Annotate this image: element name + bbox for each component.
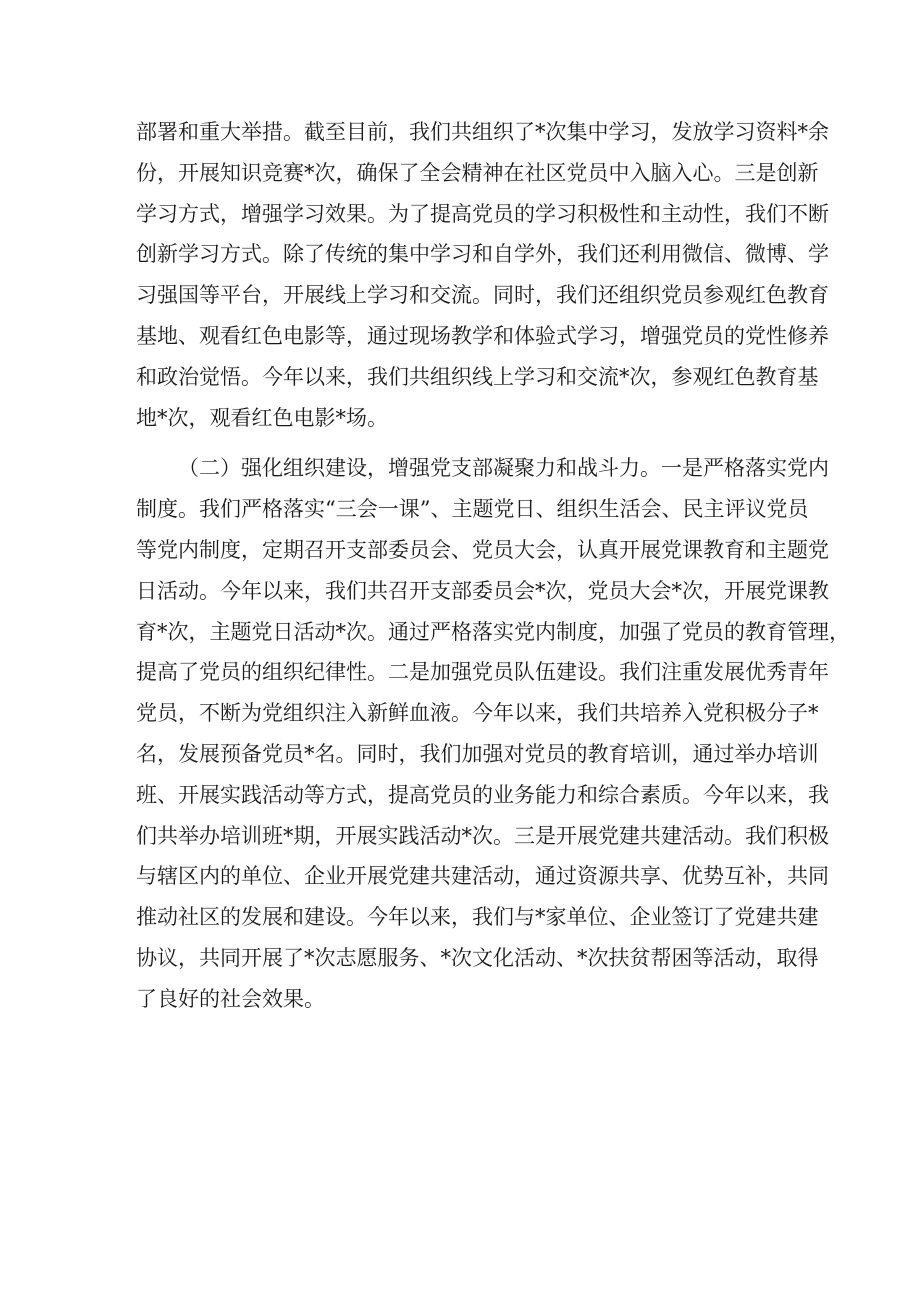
paragraph-line: 名，发展预备党员*名。同时，我们加强对党员的教育培训，通过举办培训 (136, 741, 819, 766)
document-body (136, 112, 850, 1020)
paragraph-line: 学习方式，增强学习效果。为了提高党员的学习积极性和主动性，我们不断 (136, 201, 829, 226)
paragraph-line: 党员，不断为党组织注入新鲜血液。今年以来，我们共培养入党积极分子* (136, 701, 819, 726)
paragraph-line: 提高了党员的组织纪律性。二是加强党员队伍建设。我们注重发展优秀青年 (136, 660, 829, 685)
paragraph-line: 等党内制度，定期召开支部委员会、党员大会，认真开展党课教育和主题党 (136, 537, 829, 562)
paragraph-line: 班、开展实践活动等方式，提高党员的业务能力和综合素质。今年以来，我 (136, 782, 829, 807)
paragraph-line: 推动社区的发展和建设。今年以来，我们与*家单位、企业签订了党建共建 (136, 905, 819, 930)
paragraph-line: 协议，共同开展了*次志愿服务、*次文化活动、*次扶贫帮困等活动，取得 (136, 945, 819, 970)
paragraph-line: 创新学习方式。除了传统的集中学习和自学外，我们还利用微信、微博、学 (136, 242, 829, 267)
paragraph-line: 们共举办培训班*期，开展实践活动*次。三是开展党建共建活动。我们积极 (136, 823, 829, 848)
paragraph-line: 了良好的社会效果。 (136, 986, 325, 1011)
paragraph-line: 和政治觉悟。今年以来，我们共组织线上学习和交流*次，参观红色教育基 (136, 364, 819, 389)
paragraph-line: 与辖区内的单位、企业开展党建共建活动，通过资源共享、优势互补，共同 (136, 864, 829, 889)
paragraph-line: 习强国等平台，开展线上学习和交流。同时，我们还组织党员参观红色教育 (136, 283, 829, 308)
paragraph-line: 日活动。今年以来，我们共召开支部委员会*次，党员大会*次，开展党课教 (136, 578, 829, 603)
paragraph-gap (136, 438, 786, 448)
paragraph-line: （二）强化组织建设，增强党支部凝聚力和战斗力。一是严格落实党内 (178, 456, 829, 481)
paragraph-line: 份，开展知识竞赛*次，确保了全会精神在社区党员中入脑入心。三是创新 (136, 160, 819, 185)
paragraph-1 (136, 112, 829, 438)
paragraph-line: 部署和重大举措。截至目前，我们共组织了*次集中学习，发放学习资料*余 (136, 120, 829, 144)
paragraph-line: 基地、观看红色电影等，通过现场教学和体验式学习，增强党员的党性修养 (136, 323, 829, 348)
paragraph-line: 制度。我们严格落实“三会一课”、主题党日、组织生活会、民主评议党员 (136, 497, 809, 522)
paragraph-line: 地*次，观看红色电影*场。 (136, 405, 388, 430)
paragraph-2 (136, 448, 850, 1019)
paragraph-line: 育*次，主题党日活动*次。通过严格落实党内制度，加强了党员的教育管理， (136, 619, 850, 644)
